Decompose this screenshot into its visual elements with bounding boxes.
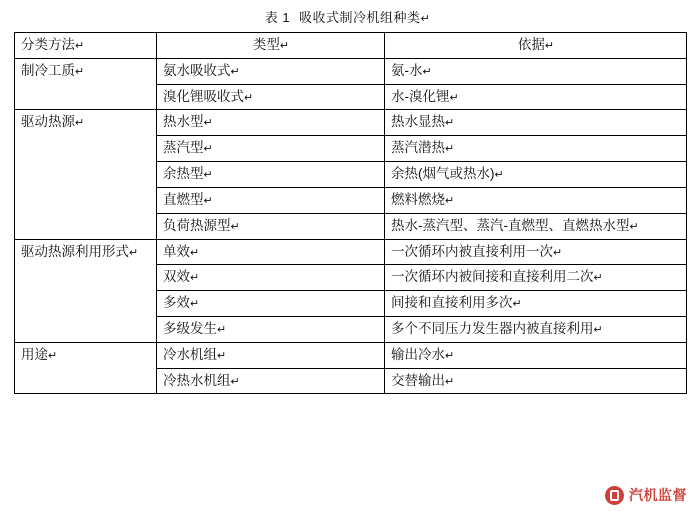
paragraph-mark-icon: ↵ [445, 143, 455, 156]
basis-label: 输出冷水 [391, 346, 445, 362]
paragraph-mark-icon: ↵ [230, 65, 240, 78]
table-row [15, 110, 687, 136]
paragraph-mark-icon: ↵ [190, 298, 200, 311]
paragraph-mark-icon: ↵ [445, 117, 455, 130]
table-caption [0, 0, 695, 32]
type-cell [157, 342, 385, 368]
type-cell [157, 368, 385, 394]
basis-label: 多个不同压力发生器内被直接利用 [391, 320, 594, 336]
category-label: 驱动热源利用形式 [21, 243, 129, 259]
type-label: 蒸汽型 [163, 140, 204, 156]
table-caption-number: 表 1 [264, 10, 291, 25]
basis-label: 一次循环内被直接利用一次 [391, 243, 553, 259]
type-cell [157, 84, 385, 110]
paragraph-mark-icon: ↵ [445, 375, 455, 388]
paragraph-mark-icon: ↵ [75, 65, 85, 78]
paragraph-mark-icon: ↵ [494, 169, 504, 182]
header-label-type: 类型 [252, 37, 280, 52]
watermark [605, 485, 687, 505]
type-label: 双效 [163, 269, 190, 285]
type-cell [157, 265, 385, 291]
paragraph-mark-icon: ↵ [593, 272, 603, 285]
type-cell [157, 213, 385, 239]
type-cell [157, 239, 385, 265]
absorption-chiller-types-table [14, 32, 687, 394]
type-label: 负荷热源型 [163, 217, 231, 233]
category-label: 驱动热源 [21, 114, 75, 130]
basis-cell [385, 162, 687, 188]
basis-label: 氨-水 [391, 62, 423, 78]
type-cell [157, 316, 385, 342]
type-cell [157, 187, 385, 213]
paragraph-mark-icon: ↵ [544, 40, 555, 52]
basis-label: 热水-蒸汽型、蒸汽-直燃型、直燃热水型 [391, 217, 630, 233]
paragraph-mark-icon: ↵ [512, 298, 522, 311]
paragraph-mark-icon: ↵ [279, 40, 290, 52]
type-label: 冷水机组 [163, 346, 217, 362]
paragraph-mark-icon: ↵ [203, 169, 213, 182]
type-label: 多级发生 [163, 320, 217, 336]
basis-label: 燃料燃烧 [391, 191, 445, 207]
paragraph-mark-icon: ↵ [422, 65, 432, 78]
basis-label: 间接和直接利用多次 [391, 295, 513, 311]
basis-cell [385, 265, 687, 291]
basis-cell [385, 291, 687, 317]
type-cell [157, 58, 385, 84]
type-cell [157, 136, 385, 162]
basis-cell [385, 136, 687, 162]
watermark-label: 汽机监督 [629, 487, 687, 503]
type-label: 溴化锂吸收式 [163, 88, 244, 104]
type-label: 余热型 [163, 166, 204, 182]
basis-cell [385, 316, 687, 342]
table-row [15, 58, 687, 84]
category-cell-application [15, 342, 157, 394]
basis-cell [385, 187, 687, 213]
book-icon [605, 486, 624, 505]
type-label: 单效 [163, 243, 190, 259]
table-header-cell-classification [15, 33, 157, 59]
table-header-cell-basis [385, 33, 687, 59]
basis-cell [385, 58, 687, 84]
header-label-classification: 分类方法 [21, 37, 75, 52]
paragraph-mark-icon: ↵ [203, 143, 213, 156]
category-label: 制冷工质 [21, 62, 75, 78]
header-label-basis: 依据 [517, 37, 545, 52]
table-header-row [15, 33, 687, 59]
type-label: 多效 [163, 295, 190, 311]
paragraph-mark-icon: ↵ [203, 117, 213, 130]
table-body [15, 33, 687, 394]
basis-cell [385, 368, 687, 394]
basis-label: 交替输出 [391, 372, 445, 388]
category-cell-heat-utilization-form [15, 239, 157, 342]
paragraph-mark-icon: ↵ [217, 323, 227, 336]
paragraph-mark-icon: ↵ [48, 349, 58, 362]
type-cell [157, 162, 385, 188]
basis-cell [385, 84, 687, 110]
basis-cell [385, 239, 687, 265]
category-label: 用途 [21, 346, 48, 362]
type-label: 冷热水机组 [163, 372, 231, 388]
basis-label: 一次循环内被间接和直接利用二次 [391, 269, 594, 285]
paragraph-mark-icon: ↵ [445, 349, 455, 362]
type-label: 直燃型 [163, 191, 204, 207]
basis-label: 水-溴化锂 [391, 88, 450, 104]
type-cell [157, 291, 385, 317]
category-cell-refrigerant-pair [15, 58, 157, 110]
basis-cell [385, 342, 687, 368]
paragraph-mark-icon: ↵ [190, 272, 200, 285]
paragraph-mark-icon: ↵ [190, 246, 200, 259]
table-row [15, 239, 687, 265]
category-cell-driving-heat-source [15, 110, 157, 239]
paragraph-mark-icon: ↵ [75, 40, 85, 52]
paragraph-mark-icon: ↵ [449, 91, 459, 104]
type-label: 氨水吸收式 [163, 62, 231, 78]
paragraph-mark-icon: ↵ [244, 91, 254, 104]
paragraph-mark-icon: ↵ [629, 220, 639, 233]
paragraph-mark-icon: ↵ [203, 194, 213, 207]
basis-cell [385, 213, 687, 239]
table-row [15, 342, 687, 368]
type-cell [157, 110, 385, 136]
basis-label: 热水显热 [391, 114, 445, 130]
paragraph-mark-icon: ↵ [420, 13, 431, 25]
table-caption-title: 吸收式制冷机组种类 [299, 10, 421, 25]
basis-label: 余热(烟气或热水) [391, 166, 495, 182]
table-header-cell-type [157, 33, 385, 59]
paragraph-mark-icon: ↵ [217, 349, 227, 362]
type-label: 热水型 [163, 114, 204, 130]
paragraph-mark-icon: ↵ [75, 117, 85, 130]
basis-cell [385, 110, 687, 136]
paragraph-mark-icon: ↵ [445, 194, 455, 207]
paragraph-mark-icon: ↵ [129, 246, 139, 259]
paragraph-mark-icon: ↵ [230, 220, 240, 233]
basis-label: 蒸汽潜热 [391, 140, 445, 156]
paragraph-mark-icon: ↵ [553, 246, 563, 259]
paragraph-mark-icon: ↵ [230, 375, 240, 388]
paragraph-mark-icon: ↵ [593, 323, 603, 336]
